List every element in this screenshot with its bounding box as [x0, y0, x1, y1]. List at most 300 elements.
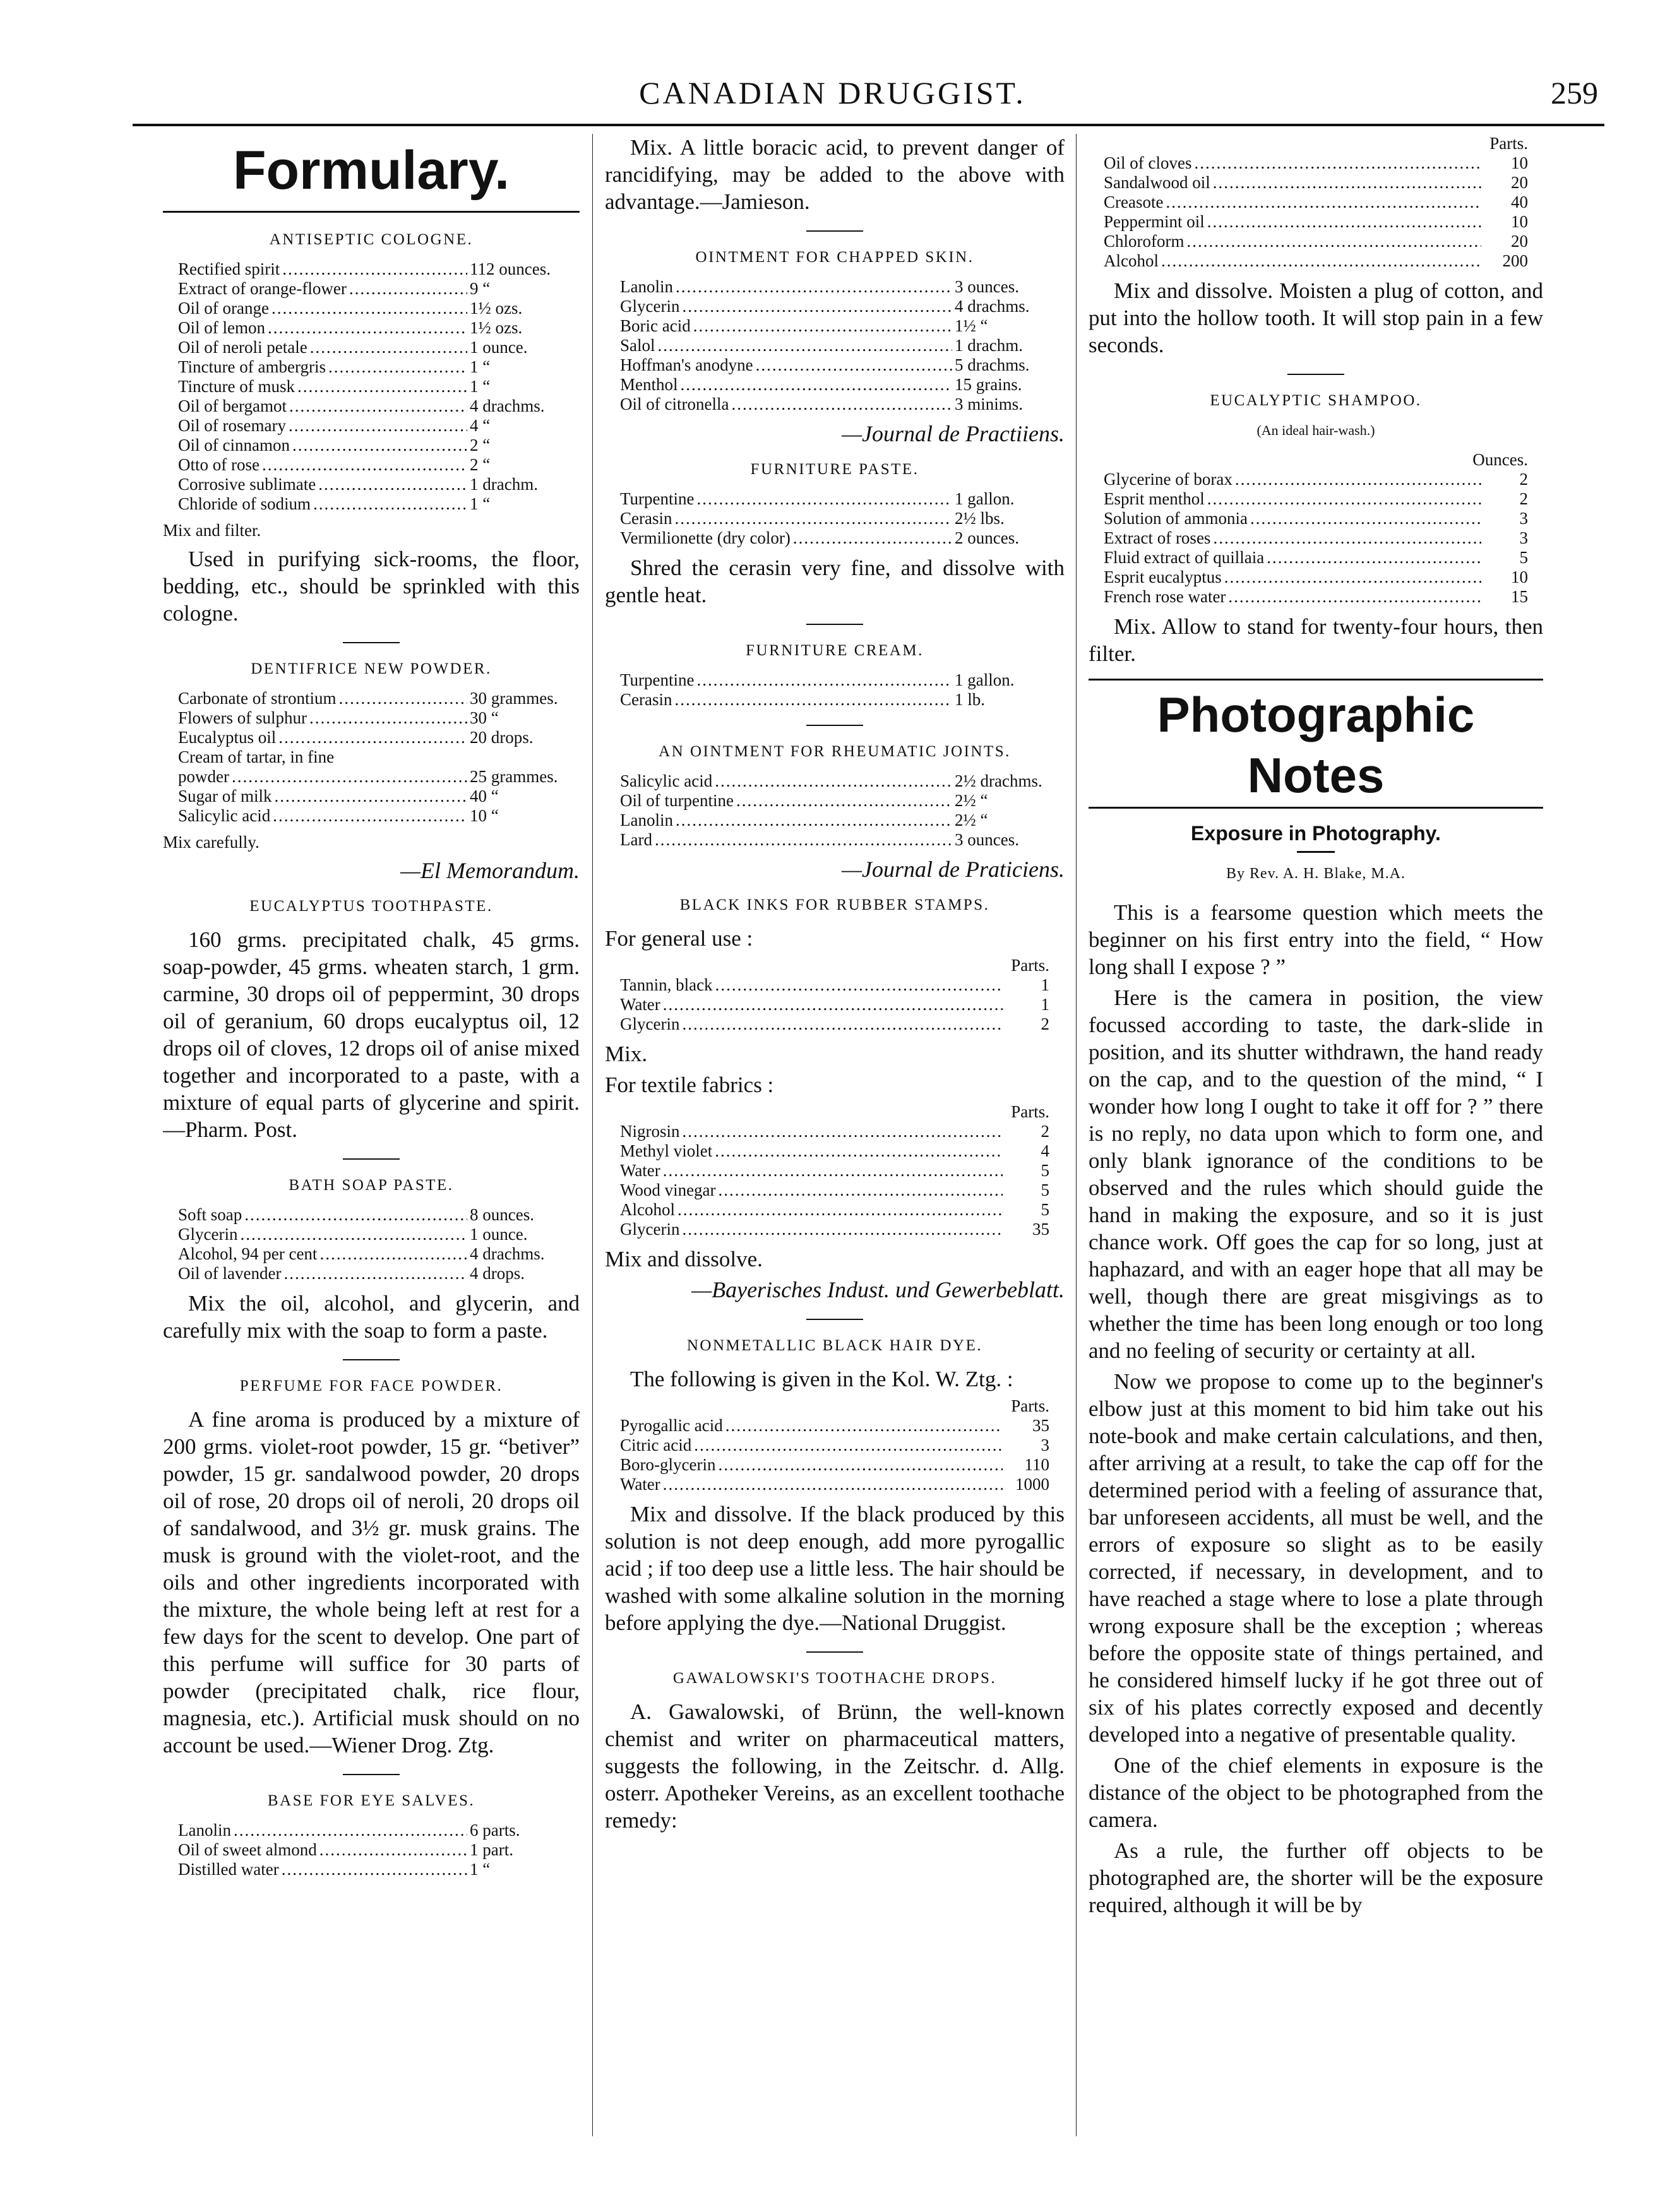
ingredient-name: Tannin, black [620, 975, 713, 994]
recipe-source: —Journal de Practiiens. [842, 421, 1065, 446]
separator [1287, 374, 1344, 375]
ingredient-row [620, 995, 1049, 1014]
ingredient-row [620, 316, 1049, 336]
antiseptic-cologne [163, 229, 580, 627]
ingredient-quantity: 3 [1041, 1436, 1049, 1454]
ingredient-quantity: 5 [1041, 1180, 1049, 1199]
section-title: FURNITURE PASTE. [750, 461, 919, 478]
ingredient-row [178, 708, 564, 728]
ingredient-quantity: 2½ lbs. [955, 509, 1005, 528]
separator [806, 230, 863, 232]
ingredient-row [620, 489, 1049, 509]
ingredient-row [178, 475, 564, 494]
ingredient-name: Oil of turpentine [620, 791, 734, 810]
leader-dots [674, 509, 952, 528]
ingredient-quantity: 10 “ [470, 806, 499, 825]
ingredient-quantity: 10 [1511, 212, 1528, 231]
ingredient-row [178, 728, 564, 747]
ingredient-quantity: 1 ounce. [470, 1225, 528, 1244]
leader-dots [273, 806, 467, 826]
ingredient-name: Glycerin [620, 297, 680, 316]
ingredient-quantity: 2½ “ [955, 811, 988, 830]
ingredient-name: Wood vinegar [620, 1180, 716, 1199]
ingredient-quantity: 1 gallon. [955, 489, 1015, 508]
ingredient-row [620, 830, 1049, 850]
ingredient-row [620, 1220, 1049, 1239]
ingredient-row [178, 357, 564, 377]
leader-dots [655, 830, 952, 850]
parts-heading: Parts. [1011, 1396, 1049, 1415]
ingredient-row [1104, 251, 1528, 271]
leader-dots [234, 1821, 467, 1840]
ingredient-name: Citric acid [620, 1436, 692, 1454]
section-title: FURNITURE CREAM. [746, 642, 924, 659]
leader-dots [663, 995, 1003, 1014]
ingredient-row [1104, 528, 1528, 548]
article-paragraph: Here is the camera in position, the view focussed according to taste, the dark-slide in position, and its shutter withdrawn, the hand ready on the cap, and to the question of the mind, “ I wonder how long I ought to take it off for ? ” there is no reply, no data upon which to form one, and only blank ignorance of the conditions to be observed and the rules which should guide the hand in making the exposure, and so it is just chance work. Off goes the cap for so long, just at haphazard, and with an eager hope that all may be well, though there are great misgivings as to whether the time has been long enough or too long and no feeling of security or certainty at all. [1089, 985, 1543, 1363]
ingredient-row [178, 1860, 564, 1879]
ingredient-row [620, 690, 1049, 710]
recipe-table [1089, 153, 1543, 271]
ingredient-quantity: 20 drops. [470, 728, 534, 747]
ingredient-name: Water [620, 995, 660, 1014]
ingredient-name: Oil of citronella [620, 395, 729, 413]
ingredient-row [1104, 470, 1528, 489]
ingredient-row [620, 670, 1049, 690]
nonmetallic-black-hair-dye [605, 1335, 1065, 1636]
leader-dots [1207, 489, 1481, 509]
ingredient-name: Solution of ammonia [1104, 509, 1248, 528]
title-rule [1089, 807, 1543, 809]
ingredient-quantity: 15 [1511, 587, 1528, 606]
ingredient-name: Water [620, 1161, 660, 1180]
ingredient-quantity: 1 [1041, 995, 1049, 1014]
ingredient-name: Eucalyptus oil [178, 728, 277, 747]
ingredient-quantity: 1 drachm. [470, 475, 538, 494]
ingredient-name: Soft soap [178, 1205, 242, 1224]
ingredient-row [178, 377, 564, 396]
ingredient-name: Boric acid [620, 316, 691, 335]
ingredient-name: Alcohol [1104, 251, 1159, 270]
leader-dots [292, 436, 467, 455]
ingredient-quantity: 1 “ [470, 1860, 491, 1879]
leader-dots [715, 975, 1003, 995]
ingredient-name: Corrosive sublimate [178, 475, 316, 494]
recipe-text: Shred the cerasin very fine, and dissolve with gentle heat. [605, 556, 1065, 607]
leader-dots [663, 1161, 1003, 1180]
ingredient-name: Menthol [620, 375, 678, 394]
leader-dots [1250, 509, 1481, 528]
leader-dots [1213, 173, 1481, 193]
section-title: BATH SOAP PASTE. [289, 1177, 454, 1194]
leader-dots [1194, 153, 1481, 173]
leader-dots [793, 528, 952, 548]
leader-dots [318, 475, 467, 494]
ingredient-row [620, 1455, 1049, 1475]
ingredient-name: Glycerin [620, 1220, 680, 1239]
section-rule [1089, 679, 1543, 681]
recipe-table [605, 1122, 1065, 1239]
leader-dots [1207, 212, 1481, 232]
ingredient-row [178, 436, 564, 455]
ingredient-quantity: 3 [1519, 528, 1528, 547]
ingredient-row [178, 279, 564, 299]
recipe-table [163, 1205, 580, 1283]
ounces-heading: Ounces. [1472, 450, 1528, 469]
section-title: EUCALYPTUS TOOTHPASTE. [249, 898, 493, 915]
leader-dots [718, 1455, 1003, 1475]
ingredient-row [178, 767, 564, 787]
leader-dots [338, 689, 467, 708]
recipe-lead: For textile fabrics : [605, 1073, 774, 1097]
ingredient-name: Lanolin [178, 1821, 231, 1840]
leader-dots [1267, 548, 1481, 568]
leader-dots [682, 1220, 1003, 1239]
header-rule [133, 124, 1604, 126]
ingredient-row [1104, 568, 1528, 587]
column-divider-2 [1076, 134, 1077, 2136]
recipe-text: Mix and dissolve. If the black produced by this solution is not deep enough, add more pyrogallic acid ; if too deep use a little less. The hair should be washed with some alkaline solution in the morning before applying the dye.—National Druggist. [605, 1502, 1065, 1635]
recipe-text: Mix. Allow to stand for twenty-four hours, then filter. [1089, 614, 1543, 666]
ingredient-quantity: 6 parts. [470, 1821, 520, 1840]
section-title: OINTMENT FOR CHAPPED SKIN. [695, 249, 974, 266]
ingredient-quantity: 1 lb. [955, 690, 986, 709]
leader-dots [278, 728, 467, 747]
ingredient-quantity: 2 [1041, 1014, 1049, 1033]
recipe-note: Mix. [605, 1042, 648, 1066]
leader-dots [715, 1141, 1003, 1161]
leader-dots [1224, 568, 1481, 587]
recipe-table [605, 771, 1065, 850]
leader-dots [681, 375, 953, 395]
ingredient-name: Oil of lavender [178, 1264, 282, 1283]
ingredient-name: Oil of orange [178, 299, 269, 318]
ingredient-quantity: 4 drachms. [955, 297, 1030, 316]
ingredient-row [620, 1436, 1049, 1455]
recipe-text: 160 grms. precipitated chalk, 45 grms. soap-powder, 45 grms. wheaten starch, 1 grm. carmine, 30 drops oil of peppermint, 30 drops oil of geranium, 60 drops eucalyptus oil, 12 drops oil of cloves, 12 drops oil of anise mixed together and incorporated to a paste, with a mixture of equal parts of glycerine and spirit.—Pharm. Post. [163, 927, 580, 1142]
leader-dots [1166, 193, 1481, 212]
section-subtitle: (An ideal hair-wash.) [1256, 422, 1375, 438]
ingredient-row [620, 395, 1049, 414]
base-for-eye-salves [163, 1790, 580, 1879]
leader-dots [240, 1225, 467, 1244]
recipe-table [163, 689, 580, 826]
leader-dots [268, 318, 467, 338]
ingredient-quantity: 2½ drachms. [955, 771, 1042, 790]
ingredient-name: Pyrogallic acid [620, 1416, 723, 1435]
separator [806, 1651, 863, 1653]
ingredient-name: Turpentine [620, 489, 695, 508]
ingredient-quantity: 1½ “ [955, 316, 988, 335]
eucalyptic-shampoo [1089, 390, 1543, 667]
ingredient-name: Extract of roses [1104, 528, 1211, 547]
ingredient-quantity: 3 minims. [955, 395, 1023, 413]
ingredient-name: Glycerine of borax [1104, 470, 1232, 489]
leader-dots [719, 1180, 1003, 1200]
ingredient-quantity: 110 [1024, 1455, 1049, 1474]
recipe-note: Mix and dissolve. [605, 1247, 763, 1271]
article-paragraph: This is a fearsome question which meets the beginner on his first entry into the field, “ How long shall I expose ? ” [1089, 900, 1543, 979]
section-title: BASE FOR EYE SALVES. [267, 1792, 475, 1809]
ingredient-quantity: 20 [1511, 232, 1528, 251]
parts-heading: Parts. [1489, 134, 1528, 153]
ingredient-name: Methyl violet [620, 1141, 713, 1160]
ingredient-name: Fluid extract of quillaia [1104, 548, 1265, 567]
leader-dots [736, 791, 952, 811]
ingredient-row [1104, 548, 1528, 568]
leader-dots [1213, 528, 1481, 548]
ingredient-quantity: 2½ “ [955, 791, 988, 810]
ingredient-name: Sugar of milk [178, 787, 272, 806]
article-paragraph: One of the chief elements in exposure is the distance of the object to be photographed from the camera. [1089, 1753, 1543, 1832]
page-header [0, 74, 1665, 119]
ingredient-quantity: 1000 [1015, 1475, 1049, 1494]
ingredient-row [620, 297, 1049, 316]
leader-dots [313, 494, 467, 514]
ingredient-name: Oil of bergamot [178, 396, 287, 415]
ingredient-name: Chloroform [1104, 232, 1185, 251]
ingredient-name: Esprit eucalyptus [1104, 568, 1222, 586]
ingredient-quantity: 1 “ [470, 377, 491, 396]
ingredient-name: Salicylic acid [178, 806, 271, 825]
ingredient-quantity: 3 [1519, 509, 1528, 528]
ingredient-name: Cream of tartar, in fine [178, 747, 335, 766]
ingredient-row [620, 1014, 1049, 1034]
ingredient-row [620, 771, 1049, 791]
ingredient-name: Oil of lemon [178, 318, 265, 337]
separator [343, 1158, 400, 1160]
leader-dots [1187, 232, 1482, 251]
ingredient-quantity: 2 [1519, 489, 1528, 508]
article-paragraph: As a rule, the further off objects to be photographed are, the shorter will be the exposure required, although it will be by [1089, 1838, 1543, 1917]
recipe-table [605, 1416, 1065, 1494]
ingredient-name: Tincture of musk [178, 377, 295, 396]
ingredient-quantity: 2 “ [470, 455, 491, 474]
bath-soap-paste [163, 1175, 580, 1344]
recipe-note: Mix carefully. [163, 833, 260, 852]
ingredient-quantity: 8 ounces. [470, 1205, 534, 1224]
ingredient-quantity: 4 drops. [470, 1264, 525, 1283]
ingredient-row [178, 396, 564, 416]
ingredient-name: Flowers of sulphur [178, 708, 307, 727]
recipe-table [605, 277, 1065, 414]
ingredient-quantity: 35 [1032, 1220, 1049, 1239]
leader-dots [328, 357, 467, 377]
leader-dots [682, 297, 952, 316]
eucalyptus-toothpaste [163, 896, 580, 1143]
ingredient-quantity: 5 [1041, 1200, 1049, 1219]
leader-dots [319, 1840, 467, 1860]
column-1 [163, 134, 580, 2174]
continued-text: Mix. A little boracic acid, to prevent danger of rancidifying, may be added to the above with advantage.—Jamieson. [605, 135, 1065, 214]
leader-dots [289, 416, 467, 436]
section-title: GAWALOWSKI'S TOOTHACHE DROPS. [672, 1670, 997, 1687]
ingredient-name: Salicylic acid [620, 771, 713, 790]
ingredient-row [620, 791, 1049, 811]
ingredient-row [178, 1205, 564, 1225]
leader-dots [697, 489, 952, 509]
leader-dots [244, 1205, 467, 1225]
ingredient-quantity: 4 [1041, 1141, 1049, 1160]
ingredient-row [1104, 509, 1528, 528]
leader-dots [262, 455, 467, 475]
ingredient-quantity: 1 “ [470, 494, 491, 513]
ingredient-quantity: 30 grammes. [470, 689, 558, 708]
ingredient-name: Carbonate of strontium [178, 689, 337, 708]
ingredient-row [178, 416, 564, 436]
separator [806, 1319, 863, 1320]
leader-dots [1235, 470, 1481, 489]
separator [806, 725, 863, 726]
ingredient-name: Peppermint oil [1104, 212, 1205, 231]
ingredient-row [1104, 193, 1528, 212]
recipe-table [1089, 470, 1543, 607]
ingredient-name: Sandalwood oil [1104, 173, 1210, 192]
ingredient-name: Chloride of sodium [178, 494, 311, 513]
ingredient-row [620, 528, 1049, 548]
leader-dots [683, 1122, 1003, 1141]
ingredient-row [1104, 153, 1528, 173]
ingredient-name: Glycerin [620, 1014, 680, 1033]
ingredient-row [178, 806, 564, 826]
ingredient-row [178, 1244, 564, 1264]
section-title: ANTISEPTIC COLOGNE. [269, 231, 474, 248]
ingredient-row [620, 1161, 1049, 1180]
ingredient-quantity: 1½ ozs. [470, 299, 523, 318]
ingredient-row [620, 375, 1049, 395]
recipe-lead: The following is given in the Kol. W. Ztg. : [630, 1367, 1013, 1391]
leader-dots [297, 377, 467, 396]
recipe-table [163, 1821, 580, 1879]
section-title: BLACK INKS FOR RUBBER STAMPS. [679, 896, 990, 913]
leader-dots [282, 259, 467, 279]
recipe-table [605, 975, 1065, 1034]
leader-dots [1161, 251, 1481, 271]
ingredient-quantity: 9 “ [470, 279, 491, 298]
recipe-source: —Journal de Praticiens. [842, 857, 1065, 882]
ingredient-quantity: 5 [1519, 548, 1528, 567]
ingredient-quantity: 4 drachms. [470, 396, 545, 415]
ingredient-row [620, 355, 1049, 375]
leader-dots [663, 1475, 1003, 1494]
article-title-dash [1297, 851, 1335, 853]
furniture-cream [605, 640, 1065, 710]
ingredient-name: Water [620, 1475, 660, 1494]
ingredient-name: Vermilionette (dry color) [620, 528, 791, 547]
ingredient-row [620, 1122, 1049, 1141]
ingredient-quantity: 1 part. [470, 1840, 513, 1859]
leader-dots [283, 1264, 467, 1283]
ingredient-row [620, 277, 1049, 297]
ingredient-name: Salol [620, 336, 655, 355]
photographic-notes-title: Photographic Notes [1157, 687, 1475, 803]
ingredient-name: Esprit menthol [1104, 489, 1205, 508]
furniture-paste [605, 459, 1065, 609]
ingredient-quantity: 4 drachms. [470, 1244, 545, 1263]
leader-dots [319, 1244, 467, 1264]
ingredient-row [1104, 489, 1528, 509]
ingredient-row [620, 1180, 1049, 1200]
ingredient-quantity: 25 grammes. [470, 767, 558, 786]
separator [343, 1359, 400, 1360]
ingredient-row [178, 1821, 564, 1840]
recipe-text: Mix the oil, alcohol, and glycerin, and carefully mix with the soap to form a paste. [163, 1291, 580, 1343]
leader-dots [275, 787, 468, 806]
ingredient-quantity: 2 “ [470, 436, 491, 455]
ingredient-row [620, 1141, 1049, 1161]
parts-heading: Parts. [1011, 956, 1049, 975]
column-2 [605, 134, 1065, 2174]
leader-dots [658, 336, 952, 355]
ingredient-row [620, 1475, 1049, 1494]
ingredient-name: Oil of neroli petale [178, 338, 307, 357]
ingredient-quantity: 5 [1041, 1161, 1049, 1180]
ingredient-row [178, 338, 564, 357]
ingredient-quantity: 112 ounces. [470, 259, 551, 278]
ingredient-quantity: 40 “ [470, 787, 499, 806]
article-title: Exposure in Photography. [1191, 822, 1441, 845]
recipe-text: Mix and dissolve. Moisten a plug of cotton, and put into the hollow tooth. It will stop pain in a few seconds. [1089, 278, 1543, 357]
ingredient-name: Extract of orange-flower [178, 279, 347, 298]
ingredient-name: Tincture of ambergris [178, 357, 326, 376]
recipe-source: —El Memorandum. [400, 858, 580, 883]
ingredient-row [178, 1840, 564, 1860]
ingredient-name: Alcohol, 94 per cent [178, 1244, 318, 1263]
ingredient-quantity: 20 [1511, 173, 1528, 192]
ingredient-name: Rectified spirit [178, 259, 280, 278]
recipe-text: A fine aroma is produced by a mixture of 200 grms. violet-root powder, 15 gr. “betiver” powder, 15 gr. sandalwood powder, 20 drops oil of rose, 20 drops oil of neroli, 20 drops oil of sandalwood, and 3½ gr. musk grains. The musk is ground with the violet-root, and the oils and other ingredients incorporated with the mixture, the whole being left at rest for a few days for the scent to develop. One part of this perfume will suffice for 30 parts of powder (precipitated chalk, rice flour, magnesia, etc.). Artificial musk should on no account be used.—Wiener Drog. Ztg. [163, 1407, 580, 1757]
separator [343, 642, 400, 643]
ingredient-row [620, 1416, 1049, 1436]
ingredient-quantity: 3 ounces. [955, 277, 1019, 296]
ingredient-quantity: 2 [1519, 470, 1528, 489]
leader-dots [677, 1200, 1003, 1220]
ingredient-row [178, 494, 564, 514]
ingredient-row [1104, 173, 1528, 193]
recipe-lead: For general use : [605, 926, 753, 951]
leader-dots [232, 767, 467, 787]
ingredient-name: French rose water [1104, 587, 1226, 606]
parts-heading: Parts. [1011, 1102, 1049, 1121]
ingredient-row [620, 975, 1049, 995]
leader-dots [693, 316, 952, 336]
article-paragraph: Now we propose to come up to the beginner's elbow just at this moment to bid him take out his note-book and make certain calculations, and then, after arriving at a result, to take the cap off for the determined period with a feeling of assurance that, bar unforeseen accidents, all must be well, and the errors of exposure so slight as to be easily corrected, if necessary, in development, and to have reached a stage where to lose a plate through wrong exposure shall be the exception ; whereas before the opposite state of things pertained, and he considered himself lucky if he got three out of six of his plates correctly exposed and decently developed into a negative of presentable quality. [1089, 1369, 1543, 1747]
ingredient-name: Turpentine [620, 670, 695, 689]
leader-dots [1228, 587, 1481, 607]
section-title: DENTIFRICE NEW POWDER. [251, 660, 492, 677]
ingredient-row [1104, 587, 1528, 607]
ingredient-row [1104, 212, 1528, 232]
ingredient-name: Lard [620, 830, 652, 849]
ointment-for-chapped-skin [605, 247, 1065, 448]
formulary-title: Formulary. [232, 140, 510, 201]
ingredient-row [178, 455, 564, 475]
recipe-text: Used in purifying sick-rooms, the floor, bedding, etc., should be sprinkled with this cologne. [163, 547, 580, 626]
ingredient-name: Oil of sweet almond [178, 1840, 317, 1859]
leader-dots [310, 338, 467, 357]
leader-dots [309, 708, 467, 728]
ingredient-quantity: 35 [1032, 1416, 1049, 1435]
ingredient-quantity: 10 [1511, 153, 1528, 172]
ingredient-name: Alcohol [620, 1200, 675, 1219]
ingredient-row [178, 1264, 564, 1283]
ingredient-quantity: 200 [1502, 251, 1528, 270]
leader-dots [289, 396, 467, 416]
leader-dots [715, 771, 952, 791]
journal-title: CANADIAN DRUGGIST. [639, 75, 1026, 110]
ingredient-name: Cerasin [620, 509, 672, 528]
ingredient-row [178, 1225, 564, 1244]
